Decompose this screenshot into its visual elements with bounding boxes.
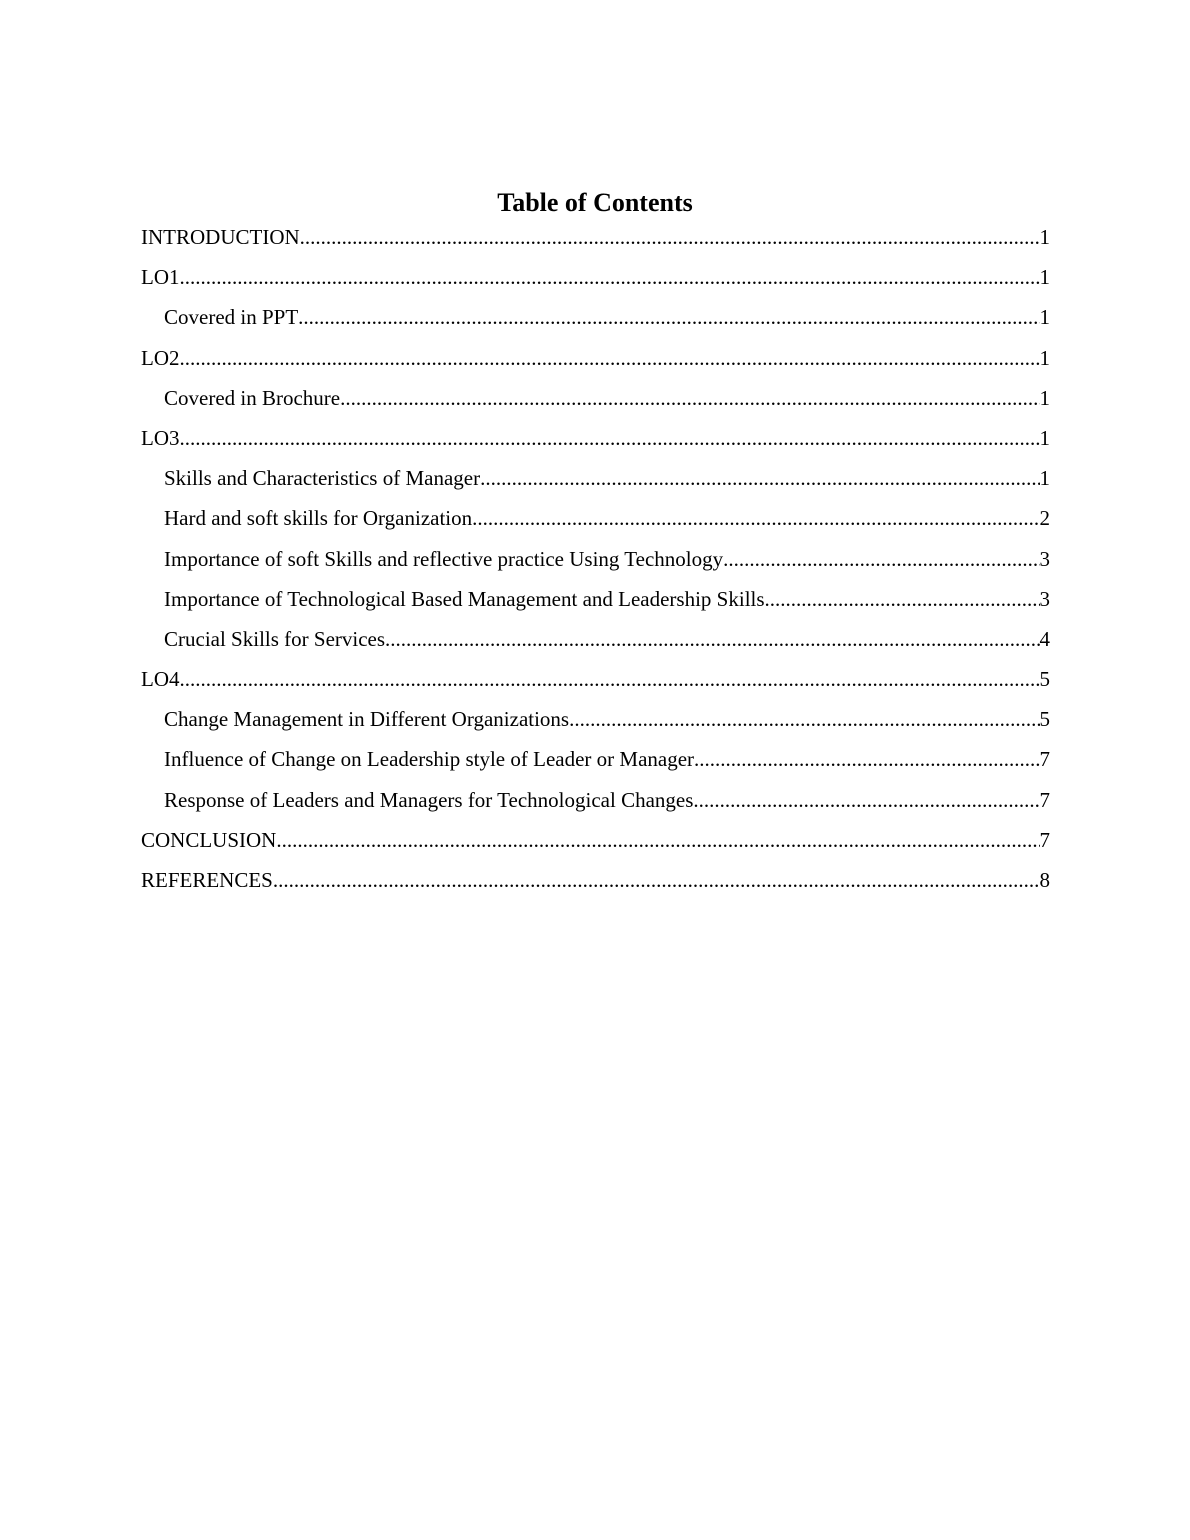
toc-entry-text: Covered in Brochure — [164, 385, 341, 410]
toc-dot-leader — [273, 865, 1040, 895]
toc-dot-leader — [180, 262, 1040, 292]
toc-entry[interactable] — [141, 624, 1050, 664]
toc-page-number: 3 — [1039, 586, 1050, 611]
toc-dot-leader — [765, 584, 1040, 614]
toc-entry-text: Skills and Characteristics of Manager — [164, 466, 481, 491]
toc-entry-text: Covered in PPT — [164, 305, 299, 330]
toc-page-number: 2 — [1039, 506, 1050, 531]
toc-entry[interactable] — [141, 544, 1050, 584]
toc-dot-leader — [385, 624, 1039, 654]
toc-dot-leader — [300, 222, 1040, 252]
toc-list — [141, 222, 1050, 905]
toc-dot-leader — [180, 343, 1040, 373]
toc-entry-text: INTRODUCTION — [141, 225, 300, 249]
toc-dot-leader — [276, 825, 1039, 855]
toc-dot-leader — [569, 704, 1039, 734]
toc-page-number: 1 — [1039, 305, 1050, 330]
toc-dot-leader — [472, 503, 1039, 533]
toc-entry[interactable] — [141, 865, 1050, 905]
toc-entry-text: LO3 — [141, 425, 180, 450]
toc-entry[interactable] — [141, 423, 1050, 463]
toc-entry-text: LO4 — [141, 667, 180, 692]
toc-dot-leader — [723, 544, 1039, 574]
toc-entry-text: Change Management in Different Organizations — [164, 707, 570, 732]
toc-dot-leader — [180, 423, 1040, 453]
toc-entry[interactable] — [141, 744, 1050, 784]
toc-page-number: 1 — [1039, 345, 1050, 370]
toc-entry[interactable] — [141, 704, 1050, 744]
toc-entry-text: Hard and soft skills for Organization — [164, 506, 473, 531]
toc-entry[interactable] — [141, 383, 1050, 423]
toc-entry[interactable] — [141, 262, 1050, 302]
toc-entry[interactable] — [141, 584, 1050, 624]
toc-dot-leader — [694, 744, 1039, 774]
toc-entry-text: LO2 — [141, 345, 180, 370]
toc-entry-text: Crucial Skills for Services — [164, 626, 386, 651]
toc-entry[interactable] — [141, 503, 1050, 543]
toc-entry-text: CONCLUSION — [141, 827, 277, 852]
toc-entry[interactable] — [141, 664, 1050, 704]
toc-entry[interactable] — [141, 222, 1050, 262]
toc-entry[interactable] — [141, 343, 1050, 383]
toc-page-number: 1 — [1039, 265, 1050, 290]
toc-dot-leader — [180, 664, 1040, 694]
toc-entry-text: Importance of Technological Based Management and Leadership Skills — [164, 586, 765, 611]
toc-page-number: 5 — [1039, 707, 1050, 732]
toc-page-number: 3 — [1039, 546, 1050, 571]
toc-entry[interactable] — [141, 463, 1050, 503]
toc-entry[interactable] — [141, 302, 1050, 342]
toc-entry[interactable] — [141, 825, 1050, 865]
toc-page-number: 1 — [1039, 425, 1050, 450]
toc-entry-text: LO1 — [141, 265, 180, 290]
toc-entry[interactable] — [141, 785, 1050, 825]
toc-page-number: 7 — [1039, 747, 1050, 772]
toc-dot-leader — [480, 463, 1039, 493]
toc-page-number: 4 — [1039, 626, 1050, 651]
toc-dot-leader — [340, 383, 1039, 413]
toc-page-number: 1 — [1039, 225, 1050, 249]
toc-dot-leader — [693, 785, 1039, 815]
toc-title: Table of Contents — [497, 188, 693, 217]
toc-page-number: 8 — [1039, 868, 1050, 892]
toc-page-number: 5 — [1039, 667, 1050, 692]
toc-page-number: 1 — [1039, 385, 1050, 410]
toc-entry-text: Response of Leaders and Managers for Technological Changes — [164, 787, 694, 812]
toc-entry-text: Importance of soft Skills and reflective practice Using Technology — [164, 546, 724, 571]
toc-page-number: 7 — [1039, 827, 1050, 852]
toc-page-number: 7 — [1039, 787, 1050, 812]
toc-dot-leader — [298, 302, 1039, 332]
toc-entry-text: REFERENCES — [141, 868, 273, 892]
toc-page-number: 1 — [1039, 466, 1050, 491]
toc-entry-text: Influence of Change on Leadership style of Leader or Manager — [164, 747, 695, 772]
